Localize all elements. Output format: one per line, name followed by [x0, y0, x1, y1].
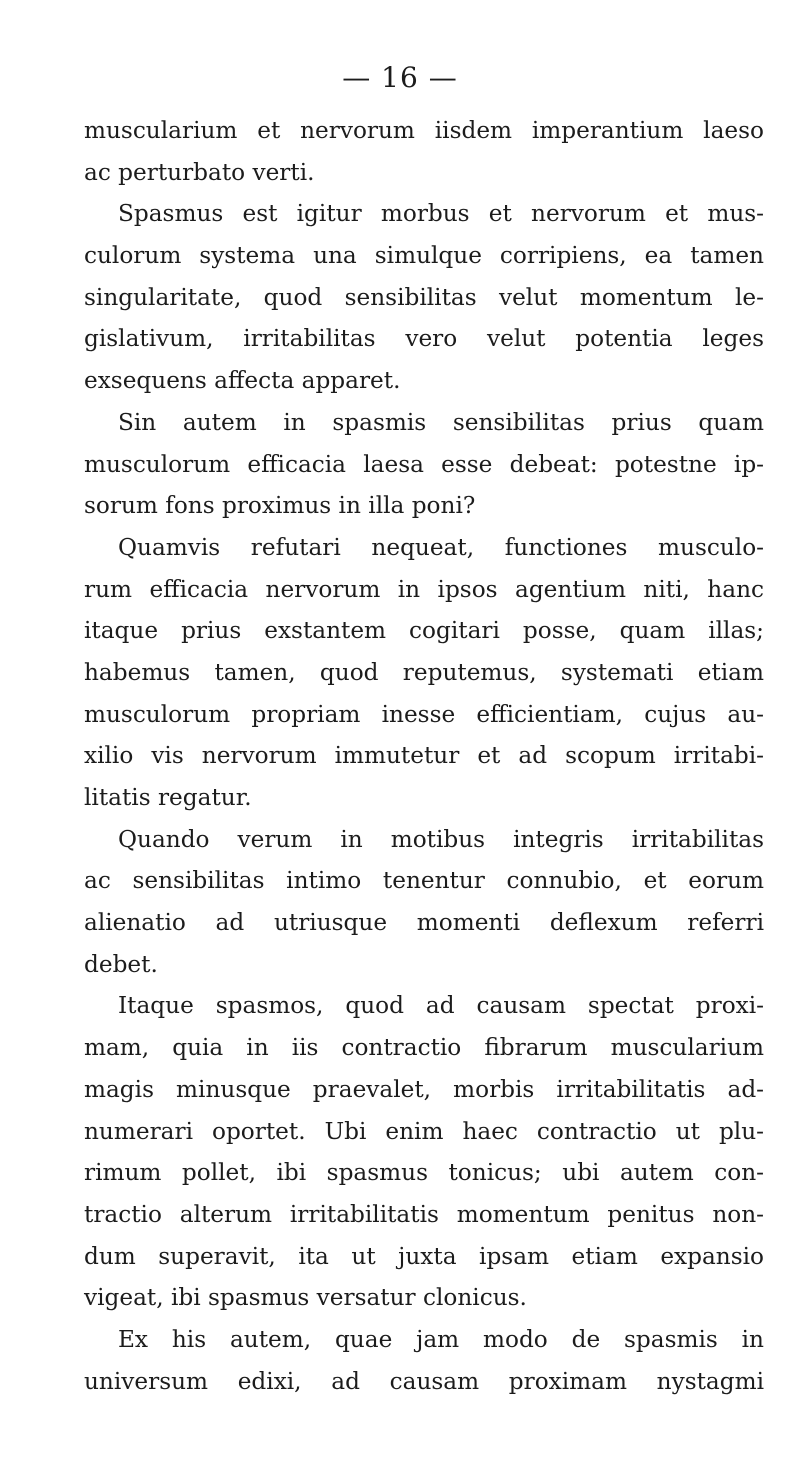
text-line: gislativum, irritabilitas vero velut potentia leges [84, 325, 764, 353]
text-line: ac perturbato verti. [84, 158, 315, 186]
text-line: musculorum propriam inesse efficientiam, cujus au- [84, 700, 764, 728]
text-line: numerari oportet. Ubi enim haec contractio ut plu- [84, 1117, 764, 1145]
text-line: musculorum efficacia laesa esse debeat: potestne ip- [84, 450, 764, 478]
text-line: Quamvis refutari nequeat, functiones musculo- [118, 533, 764, 561]
text-line: rimum pollet, ibi spasmus tonicus; ubi autem con- [84, 1159, 764, 1187]
text-line: exsequens affecta apparet. [84, 367, 401, 395]
text-line: tractio alterum irritabilitatis momentum penitus non- [84, 1200, 764, 1228]
text-line: universum edixi, ad causam proximam nystagmi [84, 1367, 764, 1395]
text-line: litatis regatur. [84, 784, 252, 811]
text-line: debet. [84, 950, 158, 978]
text-line: habemus tamen, quod reputemus, systemati etiam [84, 658, 764, 686]
text-line: itaque prius exstantem cogitari posse, quam illas; [84, 617, 764, 645]
text-line: rum efficacia nervorum in ipsos agentium niti, hanc [84, 575, 764, 603]
text-line: Quando verum in motibus integris irritabilitas [118, 825, 764, 853]
text-line: Ex his autem, quae jam modo de spasmis in [118, 1325, 764, 1353]
text-line: xilio vis nervorum immutetur et ad scopum irritabi- [84, 742, 764, 770]
text-line: dum superavit, ita ut juxta ipsam etiam expansio [84, 1242, 764, 1270]
text-line: Spasmus est igitur morbus et nervorum et mus- [118, 200, 764, 228]
text-line: mam, quia in iis contractio fibrarum muscularium [84, 1034, 764, 1062]
text-line: Itaque spasmos, quod ad causam spectat proxi- [118, 992, 764, 1020]
text-line: magis minusque praevalet, morbis irritabilitatis ad- [84, 1075, 764, 1103]
text-line: muscularium et nervorum iisdem imperantium laeso [84, 117, 764, 144]
body-text [84, 110, 764, 1402]
text-line: vigeat, ibi spasmus versatur clonicus. [84, 1284, 527, 1312]
text-line: sorum fons proximus in illa poni? [84, 492, 476, 520]
page-number: — 16 — [342, 61, 458, 94]
text-line: culorum systema una simulque corripiens, ea tamen [84, 242, 764, 270]
text-line: ac sensibilitas intimo tenentur connubio, et eorum [84, 867, 764, 895]
text-line: Sin autem in spasmis sensibilitas prius quam [118, 408, 764, 436]
text-line: singularitate, quod sensibilitas velut momentum le- [84, 283, 764, 311]
text-line: alienatio ad utriusque momenti deflexum referri [84, 909, 764, 937]
